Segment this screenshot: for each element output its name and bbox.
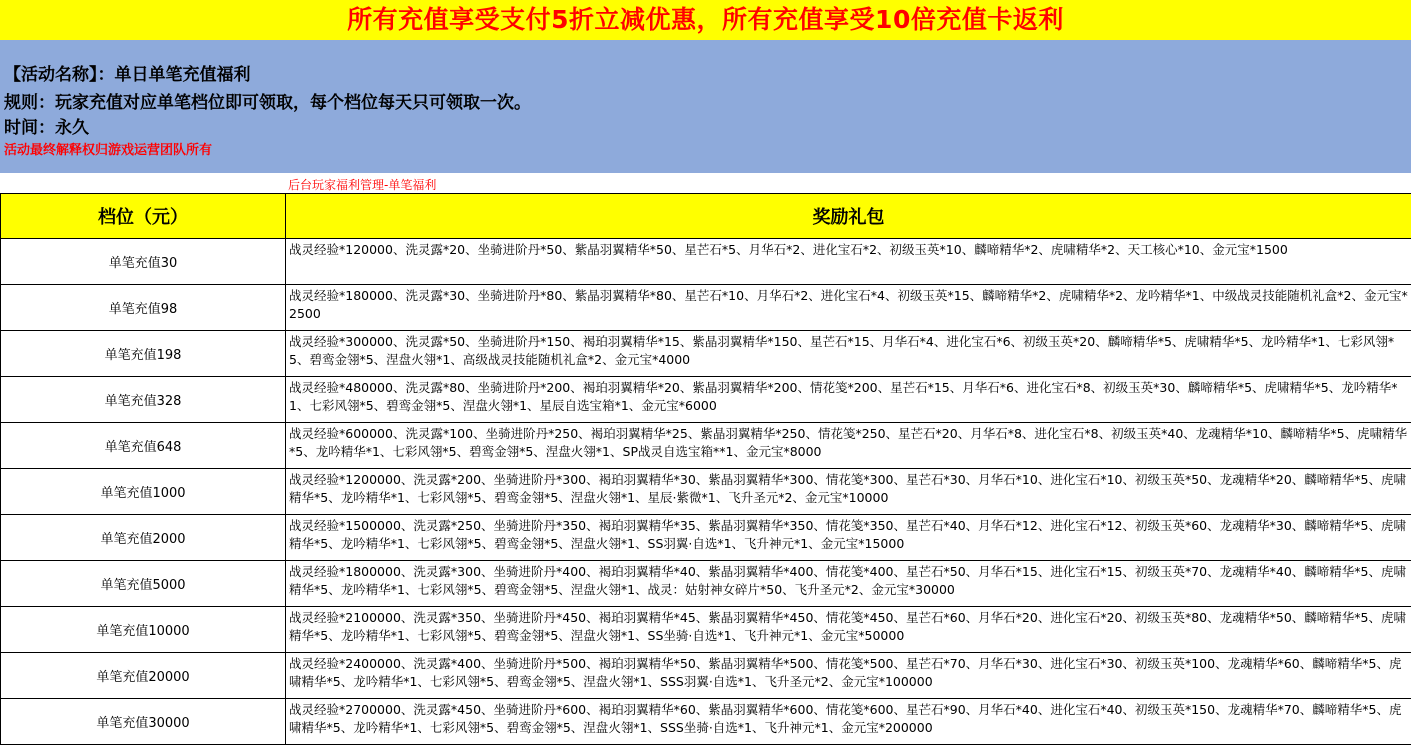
tier-cell: 单笔充值328 bbox=[1, 377, 286, 423]
table-row bbox=[1, 607, 1411, 653]
table-row bbox=[1, 561, 1411, 607]
admin-link[interactable]: 后台玩家福利管理-单笔福利 bbox=[288, 178, 437, 192]
reward-cell: 战灵经验*2100000、洗灵露*350、坐骑进阶丹*450、褐珀羽翼精华*45、紫晶羽翼精华*450、情花笺*450、星芒石*60、月华石*20、进化宝石*20、初级玉英*80、龙魂精华*50、麟啼精华*5、虎啸精华*5、龙吟精华*1、七彩风翎*5、碧鸾金翎*5、涅盘火翎*1、SS坐骑·自选*1、飞升神元*1、金元宝*50000 bbox=[286, 607, 1411, 653]
table-header-row bbox=[1, 194, 1411, 239]
disclaimer-text: 活动最终解释权归游戏运营团队所有 bbox=[4, 143, 213, 158]
reward-cell: 战灵经验*1200000、洗灵露*200、坐骑进阶丹*300、褐珀羽翼精华*30、紫晶羽翼精华*300、情花笺*300、星芒石*30、月华石*10、进化宝石*10、初级玉英*50、龙魂精华*20、麟啼精华*5、虎啸精华*5、龙吟精华*1、七彩风翎*5、碧鸾金翎*5、涅盘火翎*1、星辰·紫微*1、飞升圣元*2、金元宝*10000 bbox=[286, 469, 1411, 515]
tier-cell: 单笔充值648 bbox=[1, 423, 286, 469]
table-row bbox=[1, 285, 1411, 331]
tier-cell: 单笔充值1000 bbox=[1, 469, 286, 515]
table-row bbox=[1, 469, 1411, 515]
reward-cell: 战灵经验*480000、洗灵露*80、坐骑进阶丹*200、褐珀羽翼精华*20、紫晶羽翼精华*200、情花笺*200、星芒石*15、月华石*6、进化宝石*8、初级玉英*30、麟啼精华*5、虎啸精华*5、龙吟精华*1、七彩风翎*5、碧鸾金翎*5、涅盘火翎*1、星辰自选宝箱*1、金元宝*6000 bbox=[286, 377, 1411, 423]
reward-cell: 战灵经验*180000、洗灵露*30、坐骑进阶丹*80、紫晶羽翼精华*80、星芒石*10、月华石*2、进化宝石*4、初级玉英*15、麟啼精华*2、虎啸精华*2、龙吟精华*1、中级战灵技能随机礼盒*2、金元宝*2500 bbox=[286, 285, 1411, 331]
reward-cell: 战灵经验*2700000、洗灵露*450、坐骑进阶丹*600、褐珀羽翼精华*60、紫晶羽翼精华*600、情花笺*600、星芒石*90、月华石*40、进化宝石*40、初级玉英*150、龙魂精华*70、麟啼精华*5、虎啸精华*5、龙吟精华*1、七彩风翎*5、碧鸾金翎*5、涅盘火翎*1、SSS坐骑·自选*1、飞升神元*1、金元宝*200000 bbox=[286, 699, 1411, 745]
reward-cell: 战灵经验*1800000、洗灵露*300、坐骑进阶丹*400、褐珀羽翼精华*40、紫晶羽翼精华*400、情花笺*400、星芒石*50、月华石*15、进化宝石*15、初级玉英*70、龙魂精华*40、麟啼精华*5、虎啸精华*5、龙吟精华*1、七彩风翎*5、碧鸾金翎*5、涅盘火翎*1、战灵：姑射神女碎片*50、飞升圣元*2、金元宝*30000 bbox=[286, 561, 1411, 607]
reward-cell: 战灵经验*120000、洗灵露*20、坐骑进阶丹*50、紫晶羽翼精华*50、星芒石*5、月华石*2、进化宝石*2、初级玉英*10、麟啼精华*2、虎啸精华*2、天工核心*10、金元宝*1500 bbox=[286, 239, 1411, 285]
table-row bbox=[1, 423, 1411, 469]
tier-cell: 单笔充值198 bbox=[1, 331, 286, 377]
reward-table bbox=[0, 193, 1411, 745]
reward-cell: 战灵经验*300000、洗灵露*50、坐骑进阶丹*150、褐珀羽翼精华*15、紫晶羽翼精华*150、星芒石*15、月华石*4、进化宝石*6、初级玉英*20、麟啼精华*5、虎啸精华*5、龙吟精华*1、七彩风翎*5、碧鸾金翎*5、涅盘火翎*1、高级战灵技能随机礼盒*2、金元宝*4000 bbox=[286, 331, 1411, 377]
table-row bbox=[1, 515, 1411, 561]
table-row bbox=[1, 699, 1411, 745]
header-tier: 档位（元） bbox=[1, 194, 286, 239]
tier-cell: 单笔充值30 bbox=[1, 239, 286, 285]
reward-cell: 战灵经验*2400000、洗灵露*400、坐骑进阶丹*500、褐珀羽翼精华*50、紫晶羽翼精华*500、情花笺*500、星芒石*70、月华石*30、进化宝石*30、初级玉英*100、龙魂精华*60、麟啼精华*5、虎啸精华*5、龙吟精华*1、七彩风翎*5、碧鸾金翎*5、涅盘火翎*1、SSS羽翼·自选*1、飞升圣元*2、金元宝*100000 bbox=[286, 653, 1411, 699]
tier-cell: 单笔充值20000 bbox=[1, 653, 286, 699]
tier-cell: 单笔充值5000 bbox=[1, 561, 286, 607]
tier-cell: 单笔充值30000 bbox=[1, 699, 286, 745]
tier-cell: 单笔充值2000 bbox=[1, 515, 286, 561]
reward-cell: 战灵经验*600000、洗灵露*100、坐骑进阶丹*250、褐珀羽翼精华*25、紫晶羽翼精华*250、情花笺*250、星芒石*20、月华石*8、进化宝石*8、初级玉英*40、龙魂精华*10、麟啼精华*5、虎啸精华*5、龙吟精华*1、七彩风翎*5、碧鸾金翎*5、涅盘火翎*1、SP战灵自选宝箱**1、金元宝*8000 bbox=[286, 423, 1411, 469]
promo-banner: 所有充值享受支付5折立减优惠，所有充值享受10倍充值卡返利 bbox=[0, 0, 1411, 40]
reward-cell: 战灵经验*1500000、洗灵露*250、坐骑进阶丹*350、褐珀羽翼精华*35、紫晶羽翼精华*350、情花笺*350、星芒石*40、月华石*12、进化宝石*12、初级玉英*60、龙魂精华*30、麟啼精华*5、虎啸精华*5、龙吟精华*1、七彩风翎*5、碧鸾金翎*5、涅盘火翎*1、SS羽翼·自选*1、飞升神元*1、金元宝*15000 bbox=[286, 515, 1411, 561]
activity-rules: 规则：玩家充值对应单笔档位即可领取，每个档位每天只可领取一次。 bbox=[4, 93, 531, 113]
tier-cell: 单笔充值10000 bbox=[1, 607, 286, 653]
activity-info-panel bbox=[0, 40, 1411, 173]
header-reward: 奖励礼包 bbox=[286, 194, 1411, 239]
table-row bbox=[1, 377, 1411, 423]
activity-name: 【活动名称】：单日单笔充值福利 bbox=[4, 65, 251, 85]
activity-time: 时间：永久 bbox=[4, 118, 89, 138]
table-row bbox=[1, 239, 1411, 285]
tier-cell: 单笔充值98 bbox=[1, 285, 286, 331]
table-row bbox=[1, 331, 1411, 377]
table-row bbox=[1, 653, 1411, 699]
